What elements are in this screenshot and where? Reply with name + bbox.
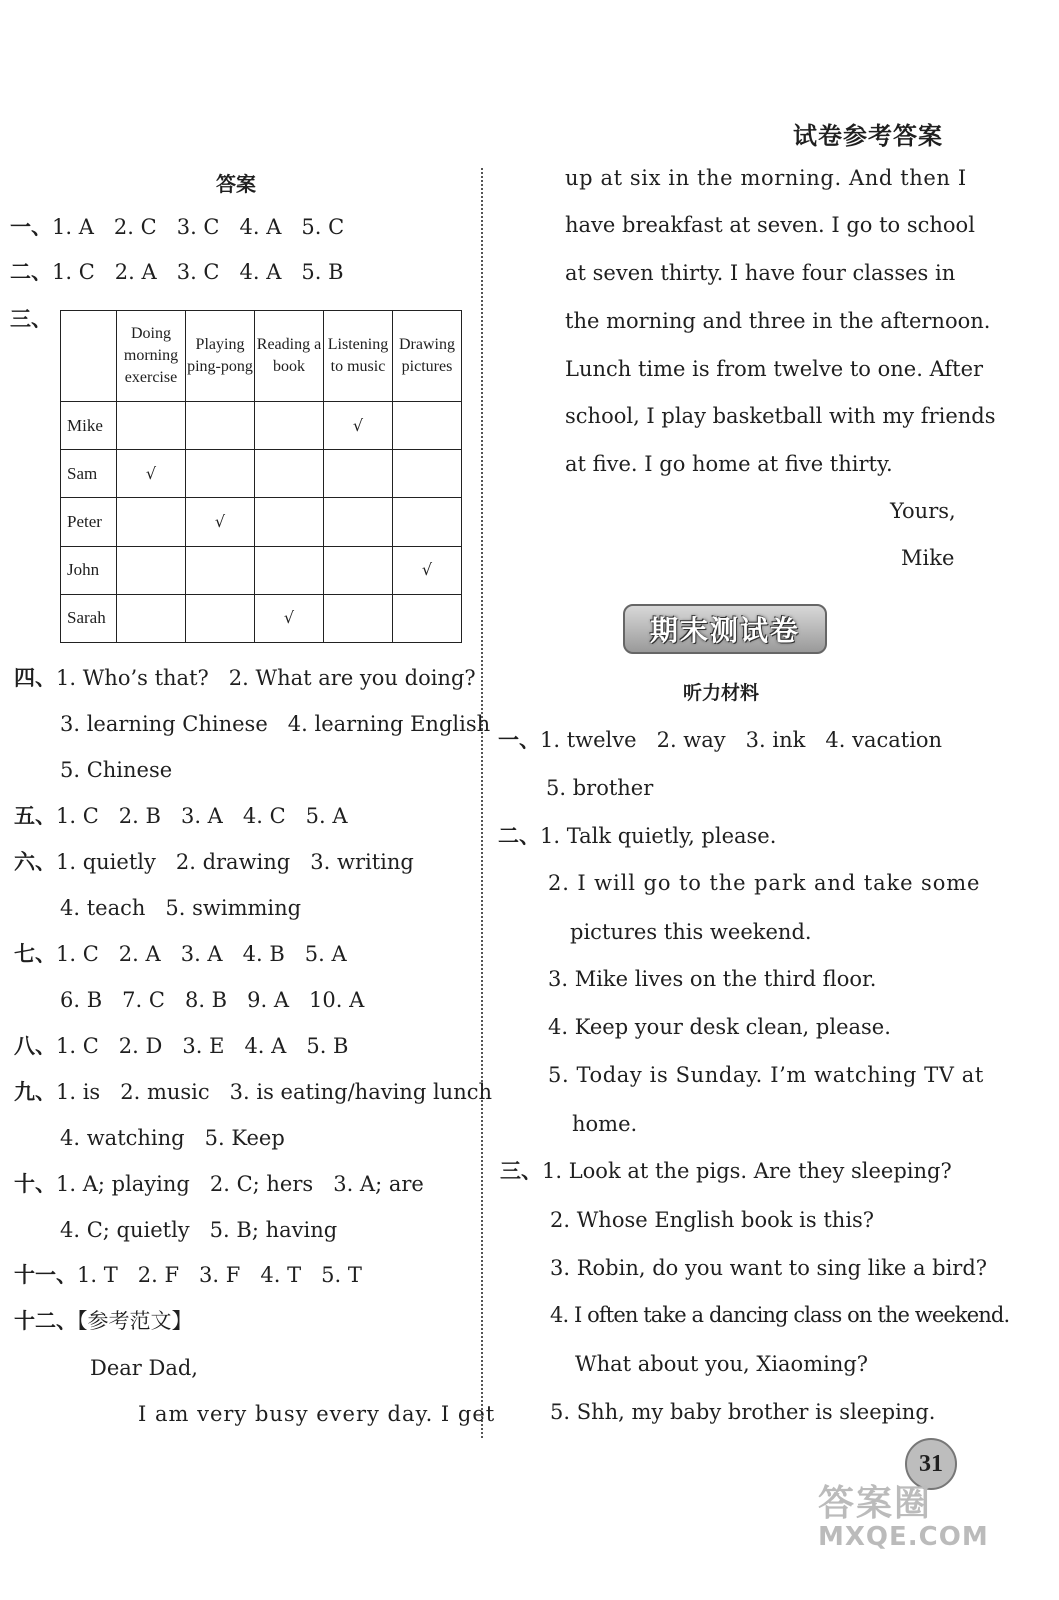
listening-line: 5. Shh, my baby brother is sleeping. <box>550 1400 936 1424</box>
section-label: 二、 <box>498 824 540 848</box>
check-cell <box>255 402 324 450</box>
check-cell: √ <box>117 450 186 498</box>
table-header-cell: Listening to music <box>324 311 393 402</box>
listening-line: 4. Keep your desk clean, please. <box>548 1015 891 1039</box>
table-row-name: Mike <box>61 402 117 450</box>
answer-text: 【参考范文】 <box>77 1309 193 1333</box>
letter-signature: Mike <box>901 546 955 570</box>
listening-line: 2. Whose English book is this? <box>550 1208 875 1232</box>
answer-text: 4. C; quietly 5. B; having <box>60 1218 338 1242</box>
answer-text: 1. quietly 2. drawing 3. writing <box>56 850 414 874</box>
answer-line-2 <box>10 259 344 285</box>
check-cell: √ <box>393 546 462 594</box>
section-label: 一、 <box>498 728 540 752</box>
letter-body-start: I am very busy every day. I get <box>138 1402 496 1426</box>
check-cell <box>255 450 324 498</box>
table-header-row <box>61 311 462 402</box>
answer-text: 1. C 2. A 3. A 4. B 5. A <box>56 942 347 966</box>
answer-line-6 <box>14 849 414 875</box>
check-cell <box>186 594 255 642</box>
listening-line: 5. brother <box>546 776 654 800</box>
page-header-title: 试卷参考答案 <box>793 122 943 150</box>
check-cell <box>117 498 186 546</box>
table-row <box>61 402 462 450</box>
listening-line: home. <box>572 1112 638 1136</box>
table-header-cell: Doing morning exercise <box>117 311 186 402</box>
listening-line: 4. I often take a dancing class on the weekend. <box>550 1303 1010 1327</box>
listening-line: 2. I will go to the park and take some <box>548 871 981 895</box>
check-cell <box>393 498 462 546</box>
answer-text: 3. learning Chinese 4. learning English <box>60 712 491 736</box>
listening-line: pictures this weekend. <box>570 920 812 944</box>
column-divider <box>481 168 483 1438</box>
check-cell: √ <box>255 594 324 642</box>
letter-line: at five. I go home at five thirty. <box>565 452 893 476</box>
table-row <box>61 594 462 642</box>
answer-line-10 <box>14 1171 424 1197</box>
section-label: 十一、 <box>14 1263 77 1287</box>
letter-line: up at six in the morning. And then I <box>565 166 967 190</box>
table-header-cell: Reading a book <box>255 311 324 402</box>
section-label: 一、 <box>10 215 52 239</box>
section-label: 四、 <box>14 666 56 690</box>
check-cell <box>393 402 462 450</box>
check-cell <box>324 450 393 498</box>
listening-line: 3. Robin, do you want to sing like a bird? <box>550 1256 988 1280</box>
answers-heading: 答案 <box>216 172 256 196</box>
table-row <box>61 546 462 594</box>
answer-text: 1. Who’s that? 2. What are you doing? <box>56 666 476 690</box>
check-cell <box>255 498 324 546</box>
letter-line: the morning and three in the afternoon. <box>565 309 991 333</box>
section-label: 三、 <box>500 1159 542 1183</box>
answer-text: 1. C 2. B 3. A 4. C 5. A <box>56 804 348 828</box>
table-row <box>61 450 462 498</box>
check-cell <box>324 546 393 594</box>
table-row-name: John <box>61 546 117 594</box>
letter-line: Lunch time is from twelve to one. After <box>565 357 984 381</box>
answer-text: 6. B 7. C 8. B 9. A 10. A <box>60 988 365 1012</box>
section-label: 九、 <box>14 1080 56 1104</box>
check-cell <box>186 402 255 450</box>
check-cell: √ <box>186 498 255 546</box>
listening-line: What about you, Xiaoming? <box>575 1352 869 1376</box>
letter-salutation: Dear Dad, <box>90 1356 198 1380</box>
check-cell <box>255 546 324 594</box>
section-label: 五、 <box>14 804 56 828</box>
listening-text: 1. Look at the pigs. Are they sleeping? <box>542 1159 952 1183</box>
table-row-name: Sam <box>61 450 117 498</box>
answer-text: 1. T 2. F 3. F 4. T 5. T <box>77 1263 362 1287</box>
listening-line-3 <box>500 1158 952 1184</box>
answer-text: 5. Chinese <box>60 758 173 782</box>
answer-line-1 <box>10 214 344 240</box>
listening-text: 1. Talk quietly, please. <box>540 824 777 848</box>
check-cell <box>393 594 462 642</box>
listening-line-1 <box>498 727 942 753</box>
answer-text: 1. A; playing 2. C; hers 3. A; are <box>56 1172 424 1196</box>
answer-text: 4. teach 5. swimming <box>60 896 302 920</box>
answer-line <box>60 757 172 783</box>
listening-line: 3. Mike lives on the third floor. <box>548 967 877 991</box>
letter-line: at seven thirty. I have four classes in <box>565 261 956 285</box>
answer-line <box>60 711 490 737</box>
letter-line: school, I play basketball with my friends <box>565 404 996 428</box>
check-cell <box>117 594 186 642</box>
answer-text: 1. is 2. music 3. is eating/having lunch <box>56 1080 493 1104</box>
listening-heading: 听力材料 <box>683 682 760 704</box>
section-label: 二、 <box>10 260 52 284</box>
check-cell <box>393 450 462 498</box>
answer-line-8 <box>14 1033 349 1059</box>
answer-line <box>60 1217 337 1243</box>
page-number-badge: 31 <box>905 1438 957 1490</box>
section-label: 六、 <box>14 850 56 874</box>
section-label: 七、 <box>14 942 56 966</box>
answer-line-9 <box>14 1079 492 1105</box>
answer-line-4 <box>14 665 476 691</box>
check-cell <box>186 450 255 498</box>
table-row <box>61 498 462 546</box>
check-cell <box>324 594 393 642</box>
table-row-name: Sarah <box>61 594 117 642</box>
table-row-name: Peter <box>61 498 117 546</box>
table-corner-cell <box>61 311 117 402</box>
table-header-cell: Playing ping-pong <box>186 311 255 402</box>
final-exam-banner: 期末测试卷 <box>623 604 827 654</box>
answer-line <box>60 987 364 1013</box>
section-label: 十、 <box>14 1172 56 1196</box>
letter-line: have breakfast at seven. I go to school <box>565 213 975 237</box>
listening-line: 5. Today is Sunday. I’m watching TV at <box>548 1063 984 1087</box>
answer-text: 1. C 2. D 3. E 4. A 5. B <box>56 1034 349 1058</box>
answer-line <box>60 895 301 921</box>
answer-line-11 <box>14 1262 362 1288</box>
section-label: 三、 <box>10 307 52 331</box>
answer-text: 1. A 2. C 3. C 4. A 5. C <box>52 215 345 239</box>
table-header-cell: Drawing pictures <box>393 311 462 402</box>
watermark-logo: 答案圈 MXQE.COM <box>818 1483 989 1552</box>
answer-line-3 <box>10 306 52 332</box>
activity-table <box>60 310 462 643</box>
section-label: 十二、 <box>14 1309 77 1333</box>
check-cell <box>117 402 186 450</box>
letter-closing: Yours, <box>890 499 956 523</box>
check-cell <box>186 546 255 594</box>
answer-line <box>60 1125 285 1151</box>
listening-text: 1. twelve 2. way 3. ink 4. vacation <box>540 728 943 752</box>
answer-line-7 <box>14 941 347 967</box>
answer-line-5 <box>14 803 348 829</box>
answer-line-12 <box>14 1308 193 1334</box>
section-label: 八、 <box>14 1034 56 1058</box>
check-cell <box>324 498 393 546</box>
answer-text: 1. C 2. A 3. C 4. A 5. B <box>52 260 344 284</box>
answer-text: 4. watching 5. Keep <box>60 1126 285 1150</box>
listening-line-2 <box>498 823 776 849</box>
check-cell <box>117 546 186 594</box>
check-cell: √ <box>324 402 393 450</box>
